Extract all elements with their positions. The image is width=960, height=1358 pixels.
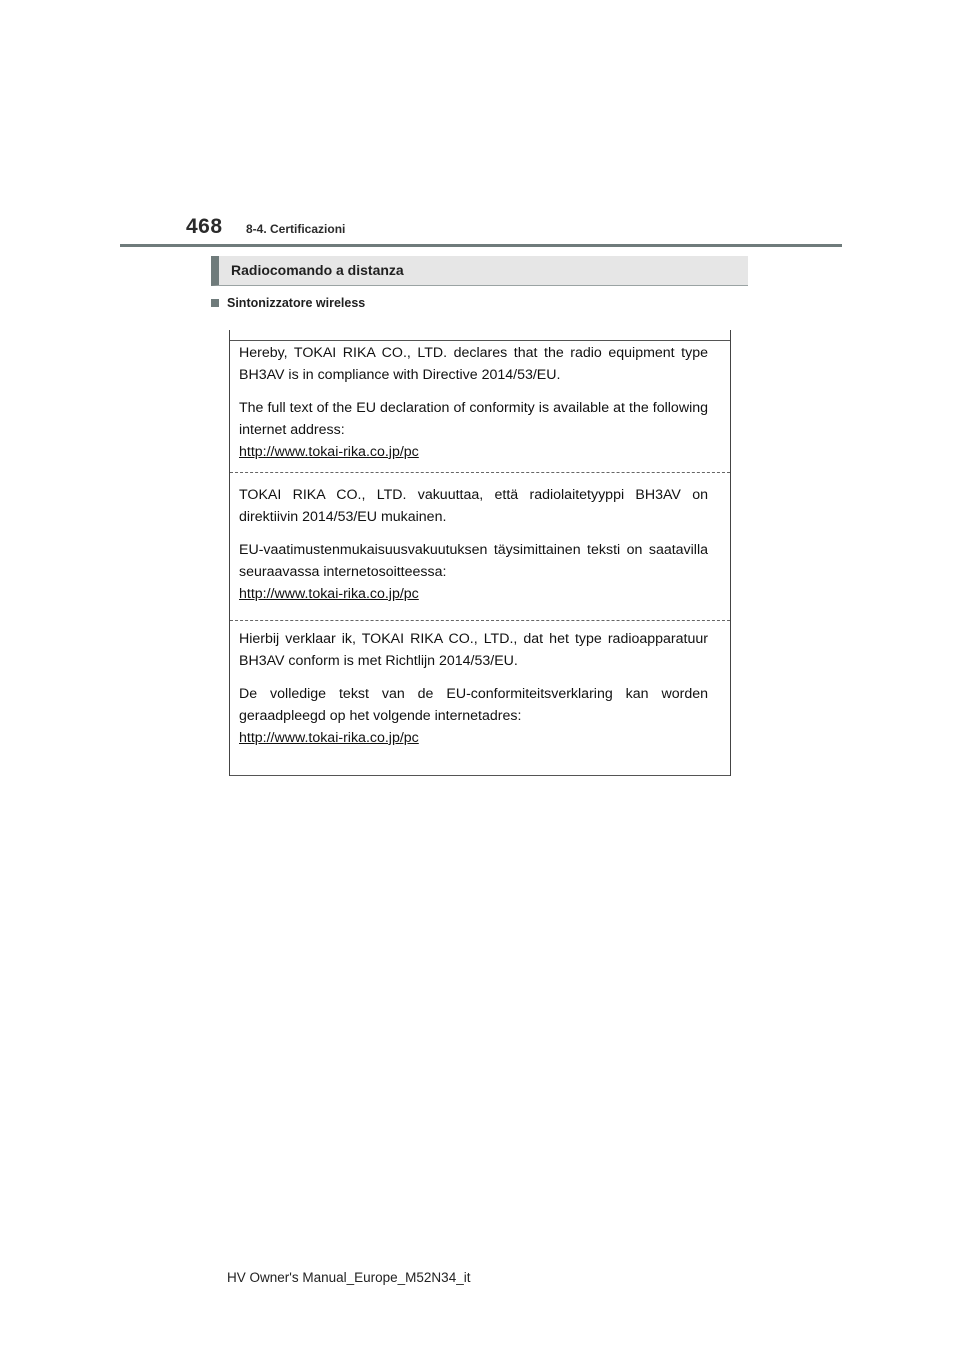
subheading-text: Sintonizzatore wireless [227, 296, 366, 310]
declaration-of-conformity-scan [229, 330, 731, 776]
manual-footer: HV Owner's Manual_Europe_M52N34_it [227, 1270, 471, 1285]
declaration-statement: Hierbij verklaar ik, TOKAI RIKA CO., LTD., dat het type radioapparatuur BH3AV conform is met Richtlijn 2014/53/EU. [239, 631, 708, 669]
section-heading-title: Radiocomando a distanza [231, 262, 404, 278]
section-label: 8-4. Certificazioni [246, 222, 346, 236]
declaration-statement: TOKAI RIKA CO., LTD. vakuuttaa, että radiolaitetyyppi BH3AV on direktiivin 2014/53/EU mukainen. [239, 487, 708, 525]
scan-bottom-edge [230, 775, 730, 776]
declaration-statement: Hereby, TOKAI RIKA CO., LTD. declares that the radio equipment type BH3AV is in compliance with Directive 2014/53/EU. [239, 345, 708, 383]
section-heading-bar [211, 256, 748, 286]
subheading [211, 296, 365, 310]
square-bullet-icon [211, 299, 219, 307]
declaration-availability: EU-vaatimustenmukaisuusvakuutuksen täysimittainen teksti on saatavilla seuraavassa internetosoitteessa: [239, 542, 708, 580]
header-rule [120, 244, 842, 247]
declaration-divider [230, 620, 730, 621]
declaration-divider [230, 472, 730, 473]
page-number: 468 [186, 215, 223, 238]
declaration-availability: The full text of the EU declaration of conformity is available at the following internet address: [239, 400, 708, 438]
scan-top-edge [230, 340, 730, 341]
declaration-availability: De volledige tekst van de EU-conformiteitsverklaring kan worden geraadpleegd op het volgende internetadres: [239, 686, 708, 724]
declaration-url-link[interactable]: http://www.tokai-rika.co.jp/pc [239, 730, 419, 746]
declaration-url-link[interactable]: http://www.tokai-rika.co.jp/pc [239, 444, 419, 460]
declaration-url-link[interactable]: http://www.tokai-rika.co.jp/pc [239, 586, 419, 602]
